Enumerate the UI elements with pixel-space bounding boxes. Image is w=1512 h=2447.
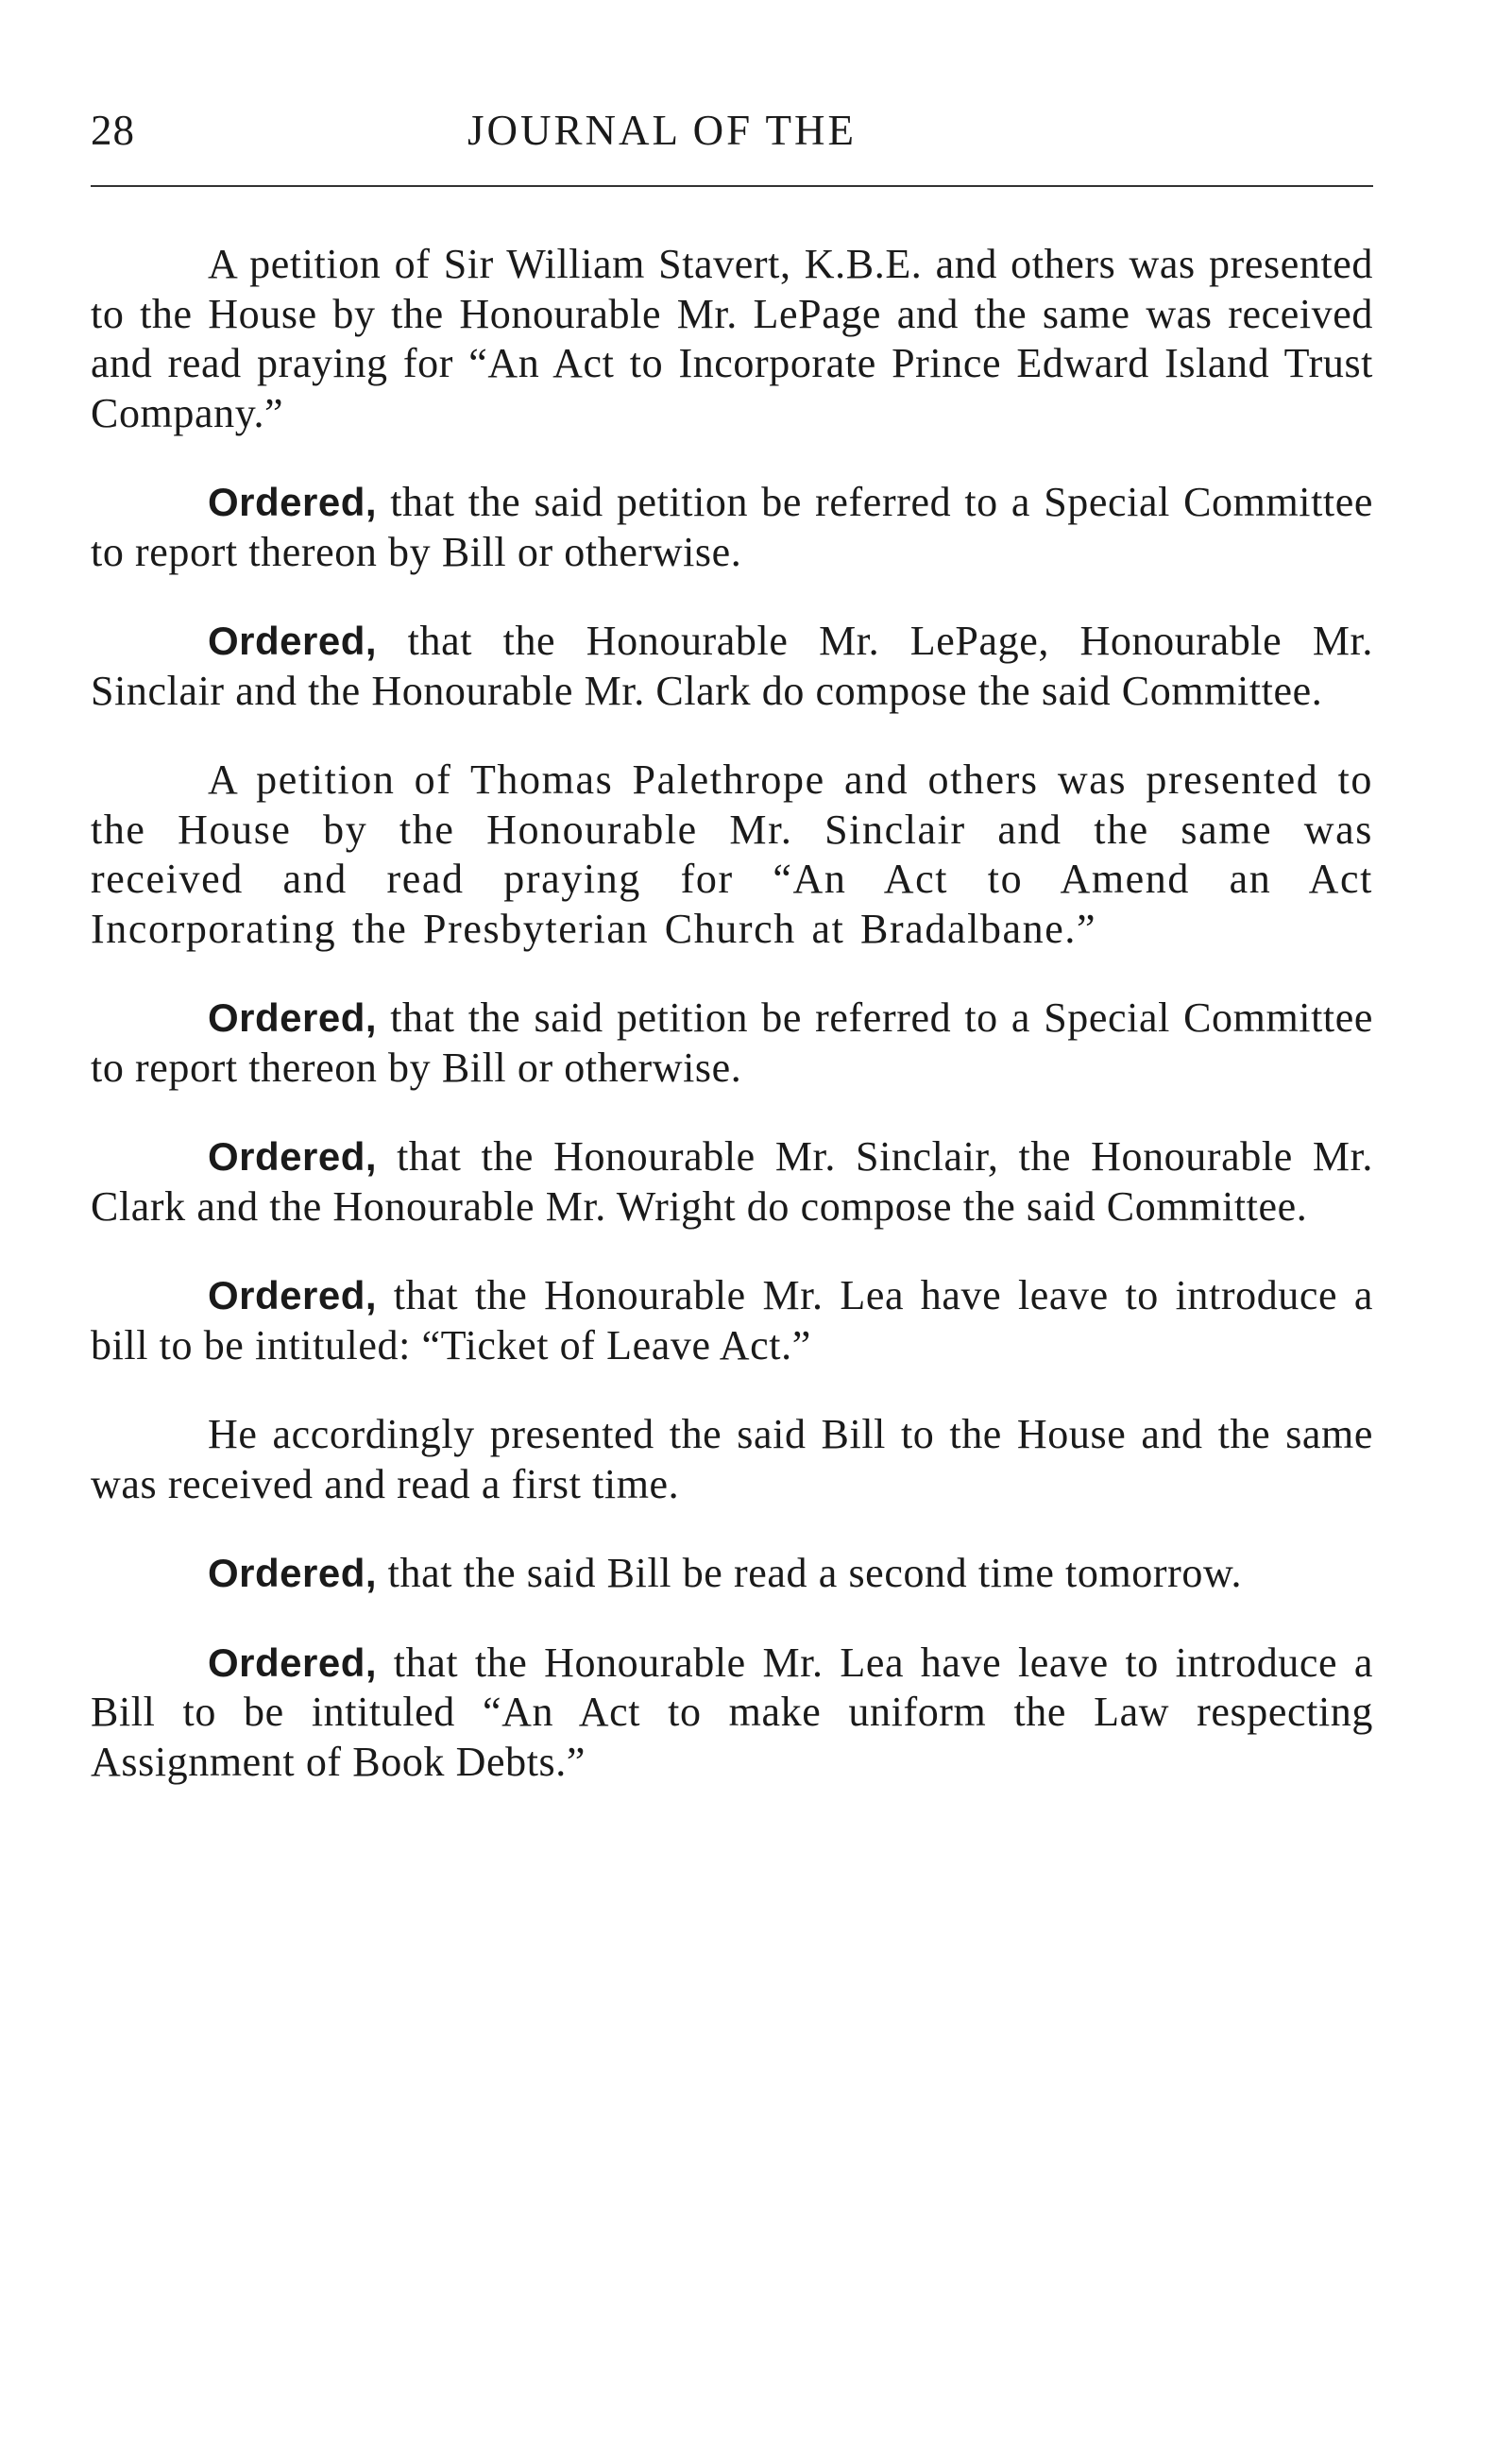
- paragraph-petition-stavert: [91, 240, 1373, 438]
- ordered-lead: Ordered,: [208, 1273, 378, 1317]
- page-header: [91, 102, 1373, 159]
- paragraph-order-leave-book-debts: [91, 1639, 1373, 1788]
- paragraph-bill-presented: [91, 1410, 1373, 1509]
- paragraph-order-compose-committee: [91, 617, 1373, 716]
- paragraph-text: that the said Bill be read a second time tomorrow.: [377, 1550, 1243, 1596]
- paragraph-text: that the said petition be referred to a Special Committee to report thereon by Bill or otherwise.: [91, 479, 1373, 575]
- paragraph-order-leave-ticket-act: [91, 1271, 1373, 1370]
- ordered-lead: Ordered,: [208, 480, 378, 524]
- paragraph-order-refer-committee: [91, 478, 1373, 577]
- paragraph-text: A petition of Sir William Stavert, K.B.E. and others was presented to the House by the Honourable Mr. LePage and the same was received and read praying for “An Act to Incorporate Prince Edward Island Trust Company.”: [91, 241, 1373, 436]
- paragraph-text: that the Honourable Mr. Lea have leave to introduce a bill to be intituled: “Ticket of Leave Act.”: [91, 1272, 1373, 1368]
- ordered-lead: Ordered,: [208, 619, 378, 663]
- paragraph-text: that the Honourable Mr. LePage, Honourable Mr. Sinclair and the Honourable Mr. Clark do compose the said Committee.: [91, 618, 1373, 714]
- running-head: JOURNAL OF THE: [467, 107, 858, 154]
- paragraph-order-second-reading: [91, 1549, 1373, 1599]
- ordered-lead: Ordered,: [208, 1134, 378, 1179]
- paragraph-petition-palethrope: [91, 756, 1373, 954]
- ordered-lead: Ordered,: [208, 995, 378, 1040]
- header-rule: [91, 185, 1373, 187]
- paragraph-order-refer-committee-2: [91, 994, 1373, 1093]
- page-number: 28: [91, 107, 135, 154]
- paragraph-text: He accordingly presented the said Bill to the House and the same was received and read a first time.: [91, 1411, 1373, 1507]
- paragraph-order-compose-committee-2: [91, 1132, 1373, 1232]
- paragraph-text: A petition of Thomas Palethrope and others was presented to the House by the Honourable Mr. Sinclair and the same was received and read praying for “An Act to Amend an Act Incorporating the Presbyterian Church at Bradalbane.”: [91, 756, 1373, 952]
- ordered-lead: Ordered,: [208, 1640, 378, 1685]
- paragraph-text: that the said petition be referred to a Special Committee to report thereon by Bill or otherwise.: [91, 994, 1373, 1091]
- ordered-lead: Ordered,: [208, 1551, 378, 1595]
- paragraph-text: that the Honourable Mr. Lea have leave to introduce a Bill to be intituled “An Act to make uniform the Law respecting Assignment of Book Debts.”: [91, 1639, 1373, 1785]
- paragraph-text: that the Honourable Mr. Sinclair, the Honourable Mr. Clark and the Honourable Mr. Wright do compose the said Committee.: [91, 1133, 1373, 1230]
- journal-body: [91, 240, 1373, 1827]
